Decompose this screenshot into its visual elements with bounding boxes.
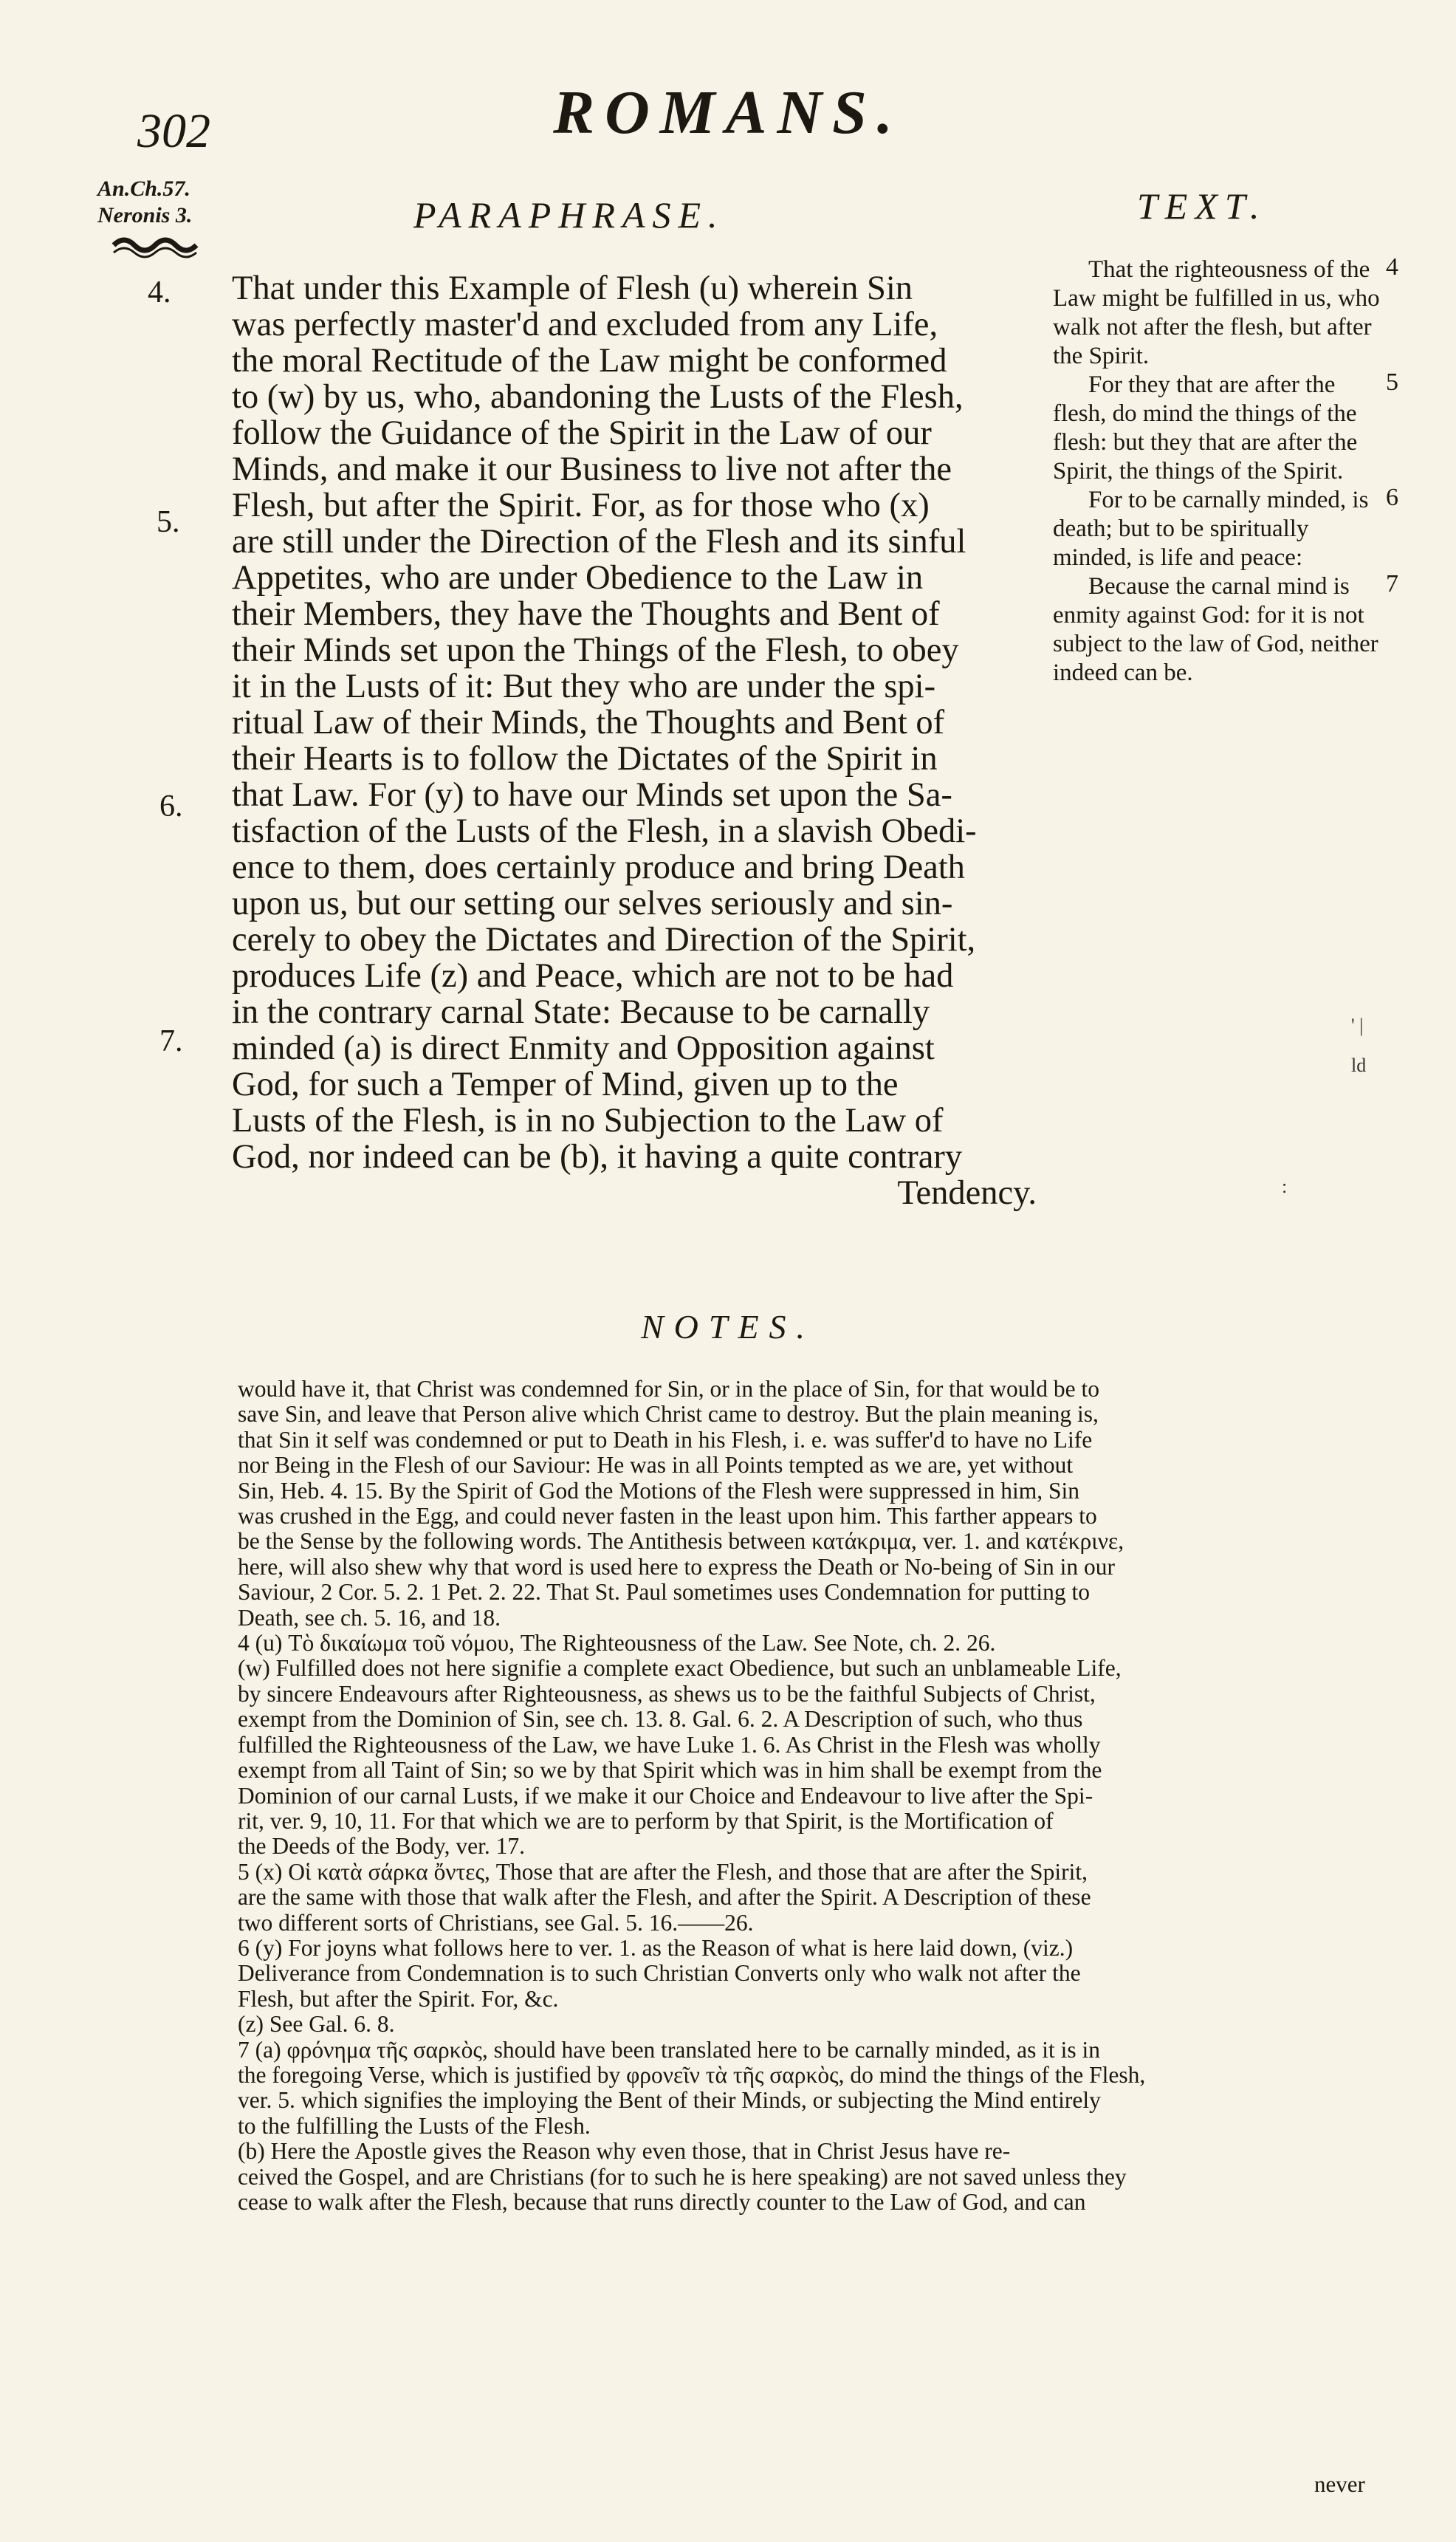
marginal-mark: : (1282, 1176, 1288, 1197)
note-line: nor Being in the Flesh of our Saviour: He was in all Points tempted as we are, yet without (238, 1453, 1074, 1479)
paraphrase-line: tisfaction of the Lusts of the Flesh, in a slavish Obedi- (232, 813, 977, 849)
paraphrase-line: the moral Rectitude of the Law might be conformed (232, 343, 947, 379)
text-verse-6 (1053, 484, 1398, 572)
note-line: 6 (y) For joyns what follows here to ver. 1. as the Reason of what is here laid down, (viz.) (238, 1935, 1074, 1961)
note-line: save Sin, and leave that Person alive which Christ came to destroy. But the plain meaning is, (238, 1402, 1099, 1428)
paraphrase-line: ritual Law of their Minds, the Thoughts and Bent of (232, 705, 945, 741)
note-line: by sincere Endeavours after Righteousness, as shews us to be the faithful Subjects of Christ, (238, 1681, 1096, 1707)
note-line: Sin, Heb. 4. 15. By the Spirit of God the Motions of the Flesh were suppressed in him, Sin (238, 1478, 1080, 1504)
note-line: Dominion of our carnal Lusts, if we make it our Choice and Endeavour to live after the Spi- (238, 1783, 1093, 1809)
paraphrase-line: that Law. For (y) to have our Minds set upon the Sa- (232, 777, 952, 813)
paraphrase-heading: PARAPHRASE. (413, 194, 725, 236)
text-verse-body: For to be carnally minded, is death; but to be spiritually minded, is life and peace: (1053, 487, 1369, 571)
paraphrase-line: their Hearts is to follow the Dictates of the Spirit in (232, 741, 938, 777)
paraphrase-line: Tendency. (897, 1175, 1037, 1211)
note-line: that Sin it self was condemned or put to Death in his Flesh, i. e. was suffer'd to have no Life (238, 1427, 1093, 1453)
note-line: be the Sense by the following words. The Antithesis between κατάκριμα, ver. 1. and κατέκρινε, (238, 1529, 1124, 1555)
note-line: are the same with those that walk after the Flesh, and after the Spirit. A Description of these (238, 1885, 1091, 1911)
marginal-mark: ld (1351, 1055, 1367, 1076)
note-line: exempt from the Dominion of Sin, see ch. 13. 8. Gal. 6. 2. A Description of such, who thus (238, 1707, 1083, 1733)
note-line: fulfilled the Righteousness of the Law, we have Luke 1. 6. As Christ in the Flesh was wholly (238, 1732, 1101, 1758)
paraphrase-verse-number: 4. (148, 275, 171, 309)
paraphrase-line: Appetites, who are under Obedience to the Law in (232, 560, 924, 596)
paraphrase-line: Lusts of the Flesh, is in no Subjection to the Law of (232, 1103, 944, 1139)
note-line: 7 (a) φρόνημα τῆς σαρκὸς, should have been translated here to be carnally minded, as it is in (238, 2037, 1100, 2063)
note-line: rit, ver. 9, 10, 11. For that which we are to perform by that Spirit, is the Mortification of (238, 1808, 1054, 1834)
note-line: was crushed in the Egg, and could never fasten in the least upon him. This farther appears to (238, 1504, 1097, 1529)
margin-date-year: An.Ch.57. (97, 177, 190, 201)
margin-date (97, 176, 192, 229)
running-header: ROMANS. (553, 78, 903, 147)
text-verse-7 (1053, 570, 1398, 688)
paraphrase-line: their Members, they have the Thoughts and Bent of (232, 596, 940, 632)
text-verse-5 (1053, 369, 1398, 486)
margin-date-reign: Neronis 3. (97, 203, 193, 227)
paraphrase-line: in the contrary carnal State: Because to be carnally (232, 994, 930, 1030)
paraphrase-line: God, for such a Temper of Mind, given up to the (232, 1066, 899, 1103)
paraphrase-verse-number: 6. (159, 789, 183, 823)
text-verse-number: 5 (1386, 369, 1398, 396)
paraphrase-line: their Minds set upon the Things of the Flesh, to obey (232, 632, 959, 668)
paraphrase-line: was perfectly master'd and excluded from any Life, (232, 306, 938, 343)
note-line: Death, see ch. 5. 16, and 18. (238, 1605, 501, 1631)
note-line: ceived the Gospel, and are Christians (for to such he is here speaking) are not saved unless they (238, 2164, 1127, 2190)
note-line: Deliverance from Condemnation is to such Christian Converts only who walk not after the (238, 1961, 1081, 1987)
paraphrase-line: produces Life (z) and Peace, which are not to be had (232, 958, 954, 994)
note-line: (z) See Gal. 6. 8. (238, 2012, 395, 2038)
paraphrase-line: God, nor indeed can be (b), it having a quite contrary (232, 1139, 963, 1175)
note-line: ver. 5. which signifies the imploying the Bent of their Minds, or subjecting the Mind entirely (238, 2088, 1101, 2114)
page-number: 302 (137, 104, 210, 158)
note-line: 4 (u) Τὸ δικαίωμα τοῦ νόμου, The Righteousness of the Law. See Note, ch. 2. 26. (238, 1631, 996, 1657)
catchword: never (1314, 2471, 1365, 2497)
text-verse-number: 6 (1386, 484, 1398, 511)
text-verse-body: That the righteousness of the Law might be fulfilled in us, who walk not after the flesh, but after the Spirit. (1053, 256, 1380, 369)
note-line: (b) Here the Apostle gives the Reason why even those, that in Christ Jesus have re- (238, 2139, 1011, 2165)
marginal-mark: ' | (1351, 1015, 1364, 1036)
notes-block (238, 1377, 1381, 2215)
note-line: (w) Fulfilled does not here signifie a complete exact Obedience, but such an unblameable Life, (238, 1656, 1122, 1682)
note-line: Saviour, 2 Cor. 5. 2. 1 Pet. 2. 22. That St. Paul sometimes uses Condemnation for putting to (238, 1580, 1090, 1606)
paraphrase-line: it in the Lusts of it: But they who are under the spi- (232, 668, 936, 705)
text-verse-4 (1053, 253, 1398, 371)
note-line: Flesh, but after the Spirit. For, &c. (238, 1986, 559, 2012)
note-line: the Deeds of the Body, ver. 17. (238, 1834, 525, 1860)
paraphrase-line: are still under the Direction of the Flesh and its sinful (232, 524, 966, 560)
note-line: the foregoing Verse, which is justified by φρονεῖν τὰ τῆς σαρκὸς, do mind the things of the Flesh, (238, 2062, 1146, 2088)
paraphrase-verse-number: 7. (159, 1024, 183, 1058)
paraphrase-line: follow the Guidance of the Spirit in the Law of our (232, 415, 932, 451)
scripture-text-column (1053, 253, 1398, 688)
text-verse-body: For they that are after the flesh, do mind the things of the flesh: but they that are after the Spirit, the things of the Spirit. (1053, 371, 1358, 484)
note-line: exempt from all Taint of Sin; so we by that Spirit which was in him shall be exempt from the (238, 1758, 1102, 1784)
paraphrase-line: to (w) by us, who, abandoning the Lusts of the Flesh, (232, 379, 964, 415)
note-line: here, will also shew why that word is used here to express the Death or No-being of Sin in our (238, 1554, 1115, 1580)
paraphrase-verse-number: 5. (157, 505, 180, 539)
note-line: to the fulfilling the Lusts of the Flesh. (238, 2113, 591, 2139)
paraphrase-line: That under this Example of Flesh (u) wherein Sin (232, 270, 913, 306)
ornament-icon (111, 235, 207, 264)
text-heading: TEXT. (1137, 185, 1267, 227)
text-verse-number: 4 (1386, 253, 1398, 281)
notes-heading: NOTES. (640, 1308, 816, 1346)
text-verse-body: Because the carnal mind is enmity against God: for it is not subject to the law of God, neither indeed can be. (1053, 573, 1378, 686)
note-line: would have it, that Christ was condemned for Sin, or in the place of Sin, for that would be to (238, 1377, 1100, 1402)
note-line: two different sorts of Christians, see Gal. 5. 16.——26. (238, 1910, 754, 1936)
paraphrase-block (232, 270, 1037, 1211)
paraphrase-line: cerely to obey the Dictates and Direction of the Spirit, (232, 922, 976, 958)
paraphrase-line: upon us, but our setting our selves seriously and sin- (232, 885, 953, 922)
note-line: 5 (x) Οἱ κατὰ σάρκα ὄντες, Those that are after the Flesh, and those that are after the Spirit, (238, 1859, 1088, 1885)
paraphrase-line: ence to them, does certainly produce and bring Death (232, 849, 965, 885)
note-line: cease to walk after the Flesh, because that runs directly counter to the Law of God, and can (238, 2190, 1086, 2215)
paraphrase-line: minded (a) is direct Enmity and Opposition against (232, 1030, 935, 1066)
text-verse-number: 7 (1386, 570, 1398, 597)
paraphrase-line: Minds, and make it our Business to live not after the (232, 451, 952, 487)
paraphrase-line: Flesh, but after the Spirit. For, as for those who (x) (232, 487, 930, 524)
